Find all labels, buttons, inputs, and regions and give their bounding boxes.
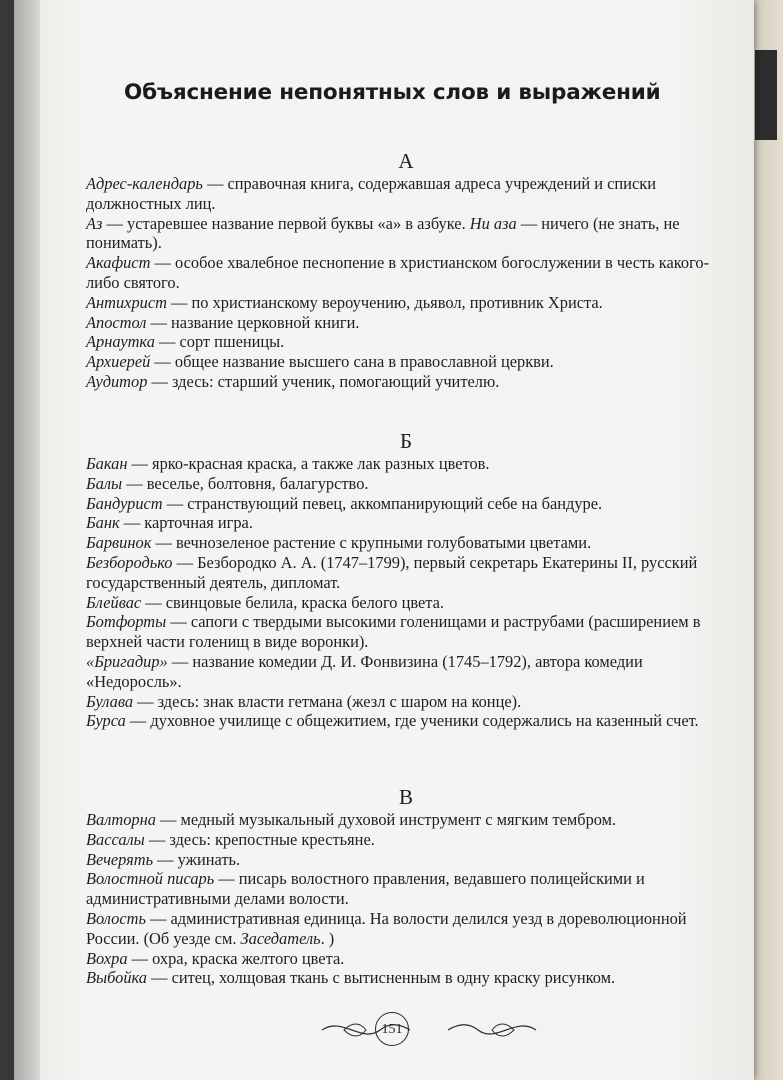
entry-term: Выбойка <box>86 968 147 988</box>
entry-term: Аудитор <box>86 371 148 391</box>
entry-term: Безбородько <box>86 552 173 572</box>
entry-term: Ботфорты <box>86 612 167 632</box>
entry-definition: — по христианскому вероучению, дьявол, противник Христа. <box>166 292 603 312</box>
entry-subterm: Заседатель <box>240 928 321 948</box>
glossary-entry <box>86 869 726 909</box>
entry-definition: — карточная игра. <box>119 513 253 533</box>
glossary-entry <box>86 352 726 372</box>
entry-definition: — духовное училище с общежитием, где ученики содержались на казенный счет. <box>125 711 699 731</box>
section-letter: В <box>398 785 413 809</box>
page-number-ornament <box>314 1010 544 1050</box>
glossary-entry <box>86 692 726 712</box>
section-v <box>86 784 726 988</box>
glossary-entry <box>86 372 726 392</box>
entry-term: Антихрист <box>86 292 167 312</box>
entry-definition: — Безбородко А. А. (1747–1799), первый секретарь Екатерины II, русский государственный деятель, дипломат. <box>86 552 698 592</box>
entry-definition: — название церковной книги. <box>146 312 360 332</box>
dark-bookmark-tab <box>755 50 777 140</box>
entry-term: Аз <box>86 213 103 233</box>
entry-definition: — особое хвалебное песнопение в христианском богослужении в честь какого-либо святого. <box>86 253 710 292</box>
ornament-left-leaf <box>344 1024 366 1036</box>
glossary-entry <box>86 214 726 254</box>
entry-definition: — странствующий певец, аккомпанирующий себе на бандуре. <box>162 493 603 513</box>
glossary-entry <box>86 293 726 313</box>
entry-definition: — ярко-красная краска, а также лак разных цветов. <box>127 454 490 473</box>
entry-term: Валторна <box>86 810 156 829</box>
entry-term: Блейвас <box>86 592 142 612</box>
glossary-entry <box>86 174 726 214</box>
glossary-entry <box>86 612 726 652</box>
entry-definition: — здесь: знак власти гетмана (жезл с шаром на конце). <box>133 691 522 711</box>
entry-definition: — здесь: крепостные крестьяне. <box>144 829 375 849</box>
glossary-entry <box>86 454 726 474</box>
glossary-entry <box>86 909 726 949</box>
glossary-entry <box>86 253 726 293</box>
glossary-entry <box>86 313 726 333</box>
entry-term: Волость <box>86 908 146 928</box>
entry-term: Барвинок <box>86 533 152 553</box>
entry-definition: — сорт пшеницы. <box>154 332 285 352</box>
entry-definition: — административная единица. На волости делился уезд в дореволюционной России. (Об уезде см. <box>86 908 687 948</box>
section-letter: Б <box>399 429 413 453</box>
page-spine-shadow <box>14 0 40 1080</box>
glossary-entry <box>86 494 726 514</box>
entry-term: Банк <box>86 513 120 533</box>
entry-subdefinition: . ) <box>320 928 335 948</box>
entry-term: Акафист <box>86 253 151 273</box>
entry-term: Бурса <box>86 711 126 731</box>
entry-term: Вечерять <box>86 849 154 869</box>
entry-definition: — вечнозеленое растение с крупными голубоватыми цветами. <box>151 533 592 553</box>
entry-term: Вассалы <box>86 829 145 849</box>
entry-definition: — веселье, болтовня, балагурство. <box>122 473 369 493</box>
glossary-entry <box>86 474 726 494</box>
entry-term: Бакан <box>86 454 128 473</box>
entry-term: Булава <box>86 691 134 711</box>
entry-definition: — ужинать. <box>153 849 241 869</box>
entry-definition: — медный музыкальный духовой инструмент с мягким тембром. <box>155 810 617 829</box>
section-b <box>86 428 726 731</box>
page-title: Объяснение непонятных слов и выражений <box>124 80 661 105</box>
entry-term: Арнаутка <box>86 332 155 352</box>
glossary-entry <box>86 652 726 692</box>
entry-term: Вохра <box>86 948 128 968</box>
glossary-entry <box>86 830 726 850</box>
entry-subdefinition: — ничего (не знать, не понимать). <box>86 213 680 253</box>
entry-definition: — общее название высшего сана в православной церкви. <box>150 352 554 372</box>
section-a <box>86 148 726 392</box>
glossary-entry <box>86 553 726 593</box>
entry-term: Бандурист <box>86 493 163 513</box>
entry-definition: — писарь волостного правления, ведавшего полицейскими и административными делами волости. <box>86 869 645 909</box>
entry-definition: — ситец, холщовая ткань с вытисненным в одну краску рисунком. <box>146 968 616 988</box>
glossary-entry <box>86 810 726 830</box>
book-page <box>14 0 754 1080</box>
entry-definition: — устаревшее название первой буквы «а» в азбуке. <box>102 213 470 233</box>
entry-term: «Бригадир» <box>86 651 168 671</box>
glossary-entry <box>86 949 726 969</box>
entry-definition: — название комедии Д. И. Фонвизина (1745–1792), автора комедии «Недоросль». <box>86 651 643 691</box>
glossary-entry <box>86 332 726 352</box>
entry-term: Архиерей <box>86 352 151 372</box>
glossary-entry <box>86 968 726 988</box>
glossary-entry <box>86 593 726 613</box>
entry-definition: — здесь: старший ученик, помогающий учителю. <box>147 371 500 391</box>
ornament-right-leaf <box>492 1024 514 1036</box>
page-number: 151 <box>375 1012 409 1046</box>
entry-definition: — свинцовые белила, краска белого цвета. <box>141 592 445 612</box>
entry-term: Адрес-календарь <box>86 174 203 193</box>
entry-definition: — охра, краска желтого цвета. <box>127 948 345 968</box>
glossary-entry <box>86 711 726 731</box>
section-letter: А <box>398 149 414 173</box>
entry-definition: — справочная книга, содержавшая адреса учреждений и списки должностных лиц. <box>86 174 656 213</box>
entry-subterm: Ни аза <box>469 213 517 233</box>
glossary-entry <box>86 533 726 553</box>
entry-term: Апостол <box>86 312 147 332</box>
entry-definition: — сапоги с твердыми высокими голенищами и раструбами (расширением в верхней части голенищ в виде воронки). <box>86 612 701 652</box>
glossary-entry <box>86 513 726 533</box>
glossary-entry <box>86 850 726 870</box>
entry-term: Волостной писарь <box>86 869 215 889</box>
entry-term: Балы <box>86 473 123 493</box>
